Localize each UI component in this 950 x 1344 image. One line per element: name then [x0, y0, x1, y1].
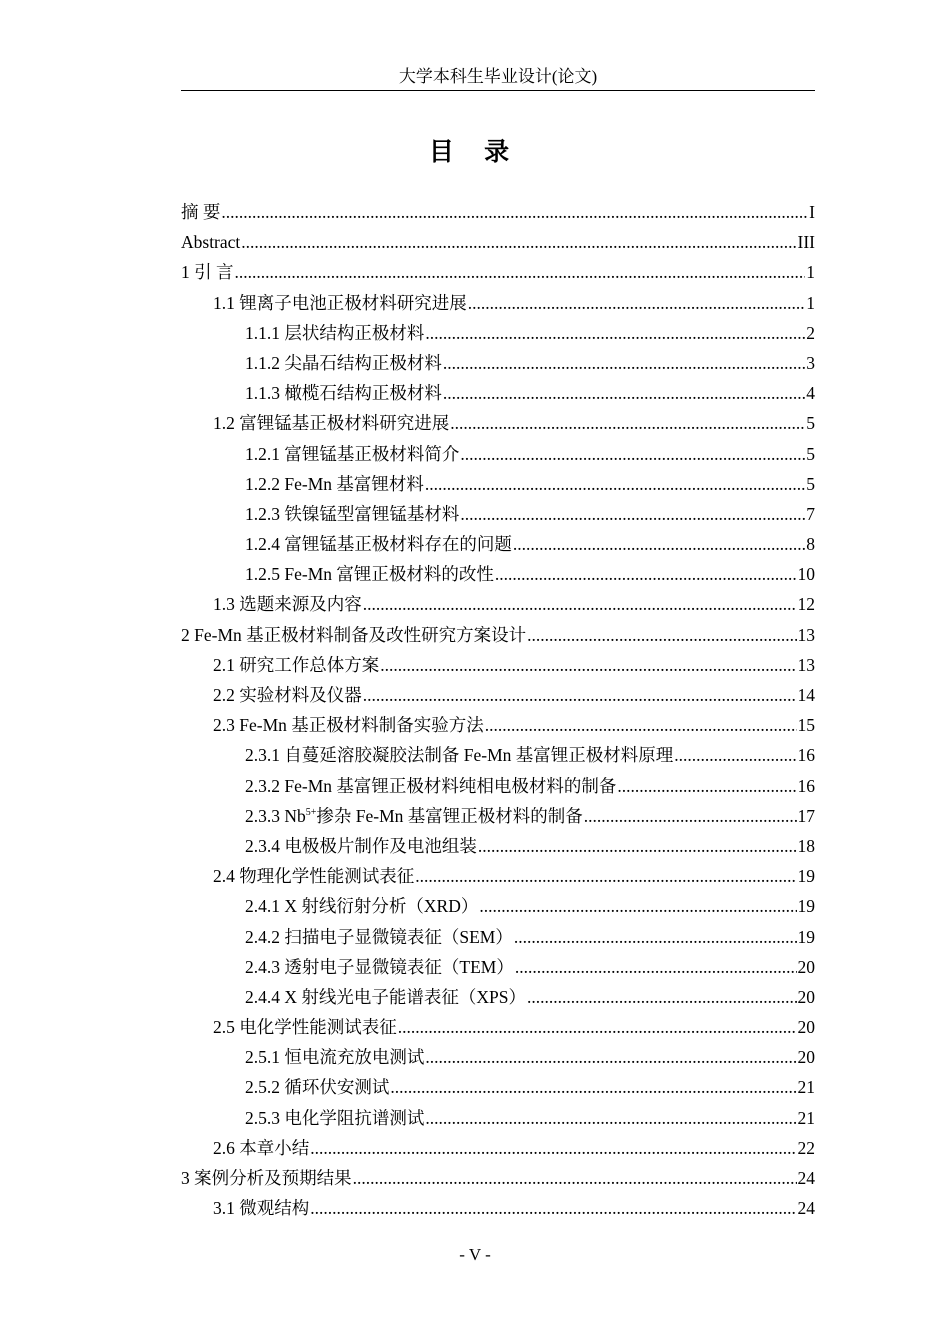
toc-entry-page: 24 [797, 1198, 815, 1219]
toc-entry-label [213, 710, 484, 740]
toc-entry-label [213, 1012, 397, 1042]
toc-entry-label [213, 861, 414, 891]
toc-dot-leader [310, 1193, 796, 1223]
toc-entry[interactable] [181, 1042, 815, 1072]
toc-entry-label-text: 2.5.3 电化学阻抗谱测试 [245, 1107, 425, 1128]
toc-entry-page: 1 [806, 292, 815, 313]
toc-entry[interactable] [181, 1133, 815, 1163]
toc-entry-label [245, 529, 512, 559]
toc-entry-label [213, 1193, 309, 1223]
toc-entry-label-text: 1.2.4 富锂锰基正极材料存在的问题 [245, 534, 512, 555]
toc-entry[interactable] [181, 922, 815, 952]
toc-entry[interactable] [181, 257, 815, 287]
header-rule [181, 90, 815, 91]
toc-entry-page: 20 [797, 956, 815, 977]
toc-entry-label-text: 3.1 微观结构 [213, 1198, 310, 1219]
toc-entry-label [213, 589, 362, 619]
toc-entry-label [245, 318, 424, 348]
toc-entry-label-text: 1.2.3 铁镍锰型富锂锰基材料 [245, 503, 460, 524]
toc-entry-label-text: 2.4 物理化学性能测试表征 [213, 866, 415, 887]
toc-entry-label [245, 922, 513, 952]
toc-entry-page: I [809, 202, 815, 222]
toc-entry-label [245, 378, 442, 408]
toc-entry-page: 19 [797, 926, 815, 947]
toc-entry-page: 7 [806, 503, 815, 524]
toc-entry-page: 12 [797, 594, 815, 615]
toc-dot-leader [310, 1133, 796, 1163]
toc-dot-leader [398, 1012, 797, 1042]
toc-dot-leader [514, 922, 797, 952]
toc-entry-label [181, 620, 526, 650]
toc-dot-leader [425, 318, 805, 348]
toc-entry-label [213, 288, 467, 318]
toc-entry-label [245, 1042, 424, 1072]
toc-entry-label [245, 982, 526, 1012]
toc-entry[interactable] [181, 318, 815, 348]
toc-entry-label [213, 408, 449, 438]
toc-entry-label-text: 2.2 实验材料及仪器 [213, 685, 362, 705]
toc-entry-page: 24 [797, 1168, 815, 1188]
toc-entry-label-text: 2.4.4 X 射线光电子能谱表征（XPS） [245, 986, 526, 1007]
toc-entry[interactable] [181, 1103, 815, 1133]
toc-entry-label-text: 2.4.3 透射电子显微镜表征（TEM） [245, 956, 514, 977]
toc-entry[interactable] [181, 831, 815, 861]
toc-dot-leader [241, 227, 796, 257]
toc-dot-leader [584, 801, 797, 831]
toc-entry-label-text: 1.1.1 层状结构正极材料 [245, 322, 425, 343]
toc-entry-label [245, 348, 442, 378]
toc-dot-leader [460, 439, 805, 469]
toc-dot-leader [468, 288, 806, 318]
toc-dot-leader [425, 1103, 796, 1133]
toc-dot-leader [443, 378, 805, 408]
toc-entry-label [245, 891, 478, 921]
toc-entry-page: 19 [797, 896, 815, 917]
toc-entry-label-text: 1.3 选题来源及内容 [213, 594, 362, 615]
toc-entry-page: 5 [806, 413, 815, 434]
toc-dot-leader [235, 257, 806, 287]
toc-entry-label [245, 831, 477, 861]
toc-entry-label-text: 1.1.3 橄榄石结构正极材料 [245, 383, 442, 404]
toc-entry-label [245, 801, 583, 831]
toc-entry[interactable] [181, 861, 815, 891]
toc-entry[interactable] [181, 589, 815, 619]
toc-entry[interactable] [181, 378, 815, 408]
toc-entry[interactable] [181, 439, 815, 469]
toc-entry[interactable] [181, 348, 815, 378]
toc-entry-page: III [797, 232, 815, 253]
toc-entry-page: 20 [797, 986, 815, 1007]
toc-dot-leader [495, 559, 797, 589]
toc-entry-label-text: 掺杂 Fe-Mn 基富锂正极材料的制备 [316, 805, 583, 826]
toc-entry-label [213, 680, 362, 710]
toc-entry[interactable] [181, 469, 815, 499]
toc-entry-page: 16 [797, 775, 815, 796]
toc-dot-leader [353, 1163, 797, 1193]
toc-entry-label-text: 摘 要 [181, 202, 221, 222]
toc-dot-leader [380, 650, 796, 680]
page-number: - V - [459, 1245, 491, 1264]
toc-dot-leader [513, 529, 805, 559]
toc-dot-leader [527, 982, 797, 1012]
toc-entry-page: 18 [797, 835, 815, 856]
toc-entry[interactable] [181, 1012, 815, 1042]
toc-entry-label-text: 2.6 本章小结 [213, 1137, 310, 1158]
toc-entry-label-text: 1.2.1 富锂锰基正极材料简介 [245, 443, 460, 464]
toc-entry[interactable] [181, 1072, 815, 1102]
toc-entry-label-text: 1.2 富锂锰基正极材料研究进展 [213, 413, 450, 434]
toc-entry-label-text: 2.4.1 X 射线衍射分析（XRD） [245, 896, 479, 917]
toc-entry-page: 14 [797, 685, 815, 705]
toc-entry-page: 22 [797, 1137, 815, 1158]
toc-entry-label [245, 439, 459, 469]
toc-entry-label-text: 2.3.3 Nb [245, 805, 306, 826]
toc-entry[interactable] [181, 952, 815, 982]
toc-entry[interactable] [181, 1163, 815, 1193]
toc-title: 目 录 [428, 139, 522, 166]
toc-entry[interactable] [181, 982, 815, 1012]
toc-entry-page: 15 [797, 715, 815, 736]
toc-entry-page: 21 [797, 1107, 815, 1128]
toc-entry-page: 21 [797, 1077, 815, 1098]
toc-dot-leader [478, 831, 797, 861]
toc-entry-page: 5 [806, 443, 815, 464]
toc-entry[interactable] [181, 408, 815, 438]
toc-dot-leader [221, 197, 808, 227]
toc-entry[interactable] [181, 891, 815, 921]
toc-entry-label [245, 771, 616, 801]
toc-entry[interactable] [181, 801, 815, 831]
toc-entry-page: 20 [797, 1017, 815, 1038]
toc-entry-label [245, 1072, 389, 1102]
toc-entry[interactable] [181, 529, 815, 559]
toc-entry[interactable] [181, 680, 815, 710]
toc-dot-leader [415, 861, 796, 891]
toc-entry-page: 13 [797, 624, 815, 645]
toc-dot-leader [425, 1042, 796, 1072]
toc-entry-page: 2 [806, 322, 815, 343]
toc-dot-leader [460, 499, 805, 529]
toc-entry-page: 1 [806, 262, 815, 283]
toc-entry-label-text: Abstract [181, 232, 241, 253]
toc-dot-leader [450, 408, 805, 438]
toc-entry-label-text: 2.3.2 Fe-Mn 基富锂正极材料纯相电极材料的制备 [245, 775, 617, 796]
toc-entry-label-text: 2.5.1 恒电流充放电测试 [245, 1047, 425, 1068]
toc-entry-label-text: 1.1 锂离子电池正极材料研究进展 [213, 292, 467, 313]
toc-entry-label-text: 1.2.5 Fe-Mn 富锂正极材料的改性 [245, 564, 494, 585]
toc-entry-label-text: 3 案例分析及预期结果 [181, 1168, 352, 1188]
toc-entry-page: 4 [806, 383, 815, 404]
toc-dot-leader [390, 1072, 796, 1102]
toc-entry-label [245, 740, 673, 770]
toc-dot-leader [515, 952, 797, 982]
toc-entry-label-text: 2.5 电化学性能测试表征 [213, 1017, 397, 1038]
toc-entry-label-text: 2.1 研究工作总体方案 [213, 654, 380, 675]
toc-entry-label-text: 2.4.2 扫描电子显微镜表征（SEM） [245, 926, 513, 947]
toc-entry-page: 19 [797, 866, 815, 887]
toc-entry-label [245, 559, 494, 589]
toc-entry-label [181, 197, 220, 227]
toc-entry[interactable] [181, 740, 815, 770]
toc-entry-superscript: 5+ [305, 806, 317, 818]
toc-entry-page: 10 [797, 564, 815, 585]
toc-dot-leader [485, 710, 797, 740]
toc-entry-label [245, 952, 514, 982]
toc-entry-label-text: 2.3.1 自蔓延溶胶凝胶法制备 Fe-Mn 基富锂正极材料原理 [245, 745, 674, 766]
toc-entry[interactable] [181, 227, 815, 257]
toc-entry-label [181, 257, 234, 287]
toc-dot-leader [443, 348, 805, 378]
toc-entry[interactable] [181, 771, 815, 801]
toc-entry-label [213, 1133, 309, 1163]
toc-entry-label [245, 499, 459, 529]
toc-dot-leader [479, 891, 796, 921]
toc-entry-label-text: 1.2.2 Fe-Mn 基富锂材料 [245, 473, 424, 494]
toc-entry-label-text: 2 Fe-Mn 基正极材料制备及改性研究方案设计 [181, 624, 527, 645]
toc-dot-leader [363, 589, 797, 619]
toc-entry[interactable] [181, 1193, 815, 1223]
toc-entry-label [213, 650, 379, 680]
toc-entry-page: 20 [797, 1047, 815, 1068]
toc-entry-label-text: 1 引 言 [181, 262, 234, 283]
toc-dot-leader [527, 620, 796, 650]
toc-entry[interactable] [181, 288, 815, 318]
toc-entry-label [181, 1163, 352, 1193]
toc-entry[interactable] [181, 710, 815, 740]
toc-dot-leader [674, 740, 796, 770]
toc-entry-label-text: 2.5.2 循环伏安测试 [245, 1077, 390, 1098]
toc-entry-label [245, 1103, 424, 1133]
toc-entry[interactable] [181, 197, 815, 227]
toc-entry[interactable] [181, 499, 815, 529]
toc-dot-leader [425, 469, 805, 499]
toc-entry-page: 13 [797, 654, 815, 675]
page-header: 大学本科生毕业设计(论文) [398, 67, 598, 86]
toc-entry[interactable] [181, 559, 815, 589]
toc-entry[interactable] [181, 650, 815, 680]
toc-entry-page: 3 [806, 352, 815, 373]
table-of-contents [181, 197, 815, 1223]
toc-entry-label-text: 1.1.2 尖晶石结构正极材料 [245, 352, 442, 373]
toc-entry-label-text: 2.3.4 电极极片制作及电池组装 [245, 835, 477, 856]
toc-dot-leader [363, 680, 797, 710]
toc-entry-label [181, 227, 240, 257]
toc-entry-page: 17 [797, 805, 815, 826]
toc-entry-label-text: 2.3 Fe-Mn 基正极材料制备实验方法 [213, 715, 484, 736]
toc-dot-leader [617, 771, 796, 801]
toc-entry-page: 5 [806, 473, 815, 494]
toc-entry[interactable] [181, 620, 815, 650]
toc-entry-label [245, 469, 424, 499]
toc-entry-page: 8 [806, 534, 815, 555]
toc-entry-page: 16 [797, 745, 815, 766]
